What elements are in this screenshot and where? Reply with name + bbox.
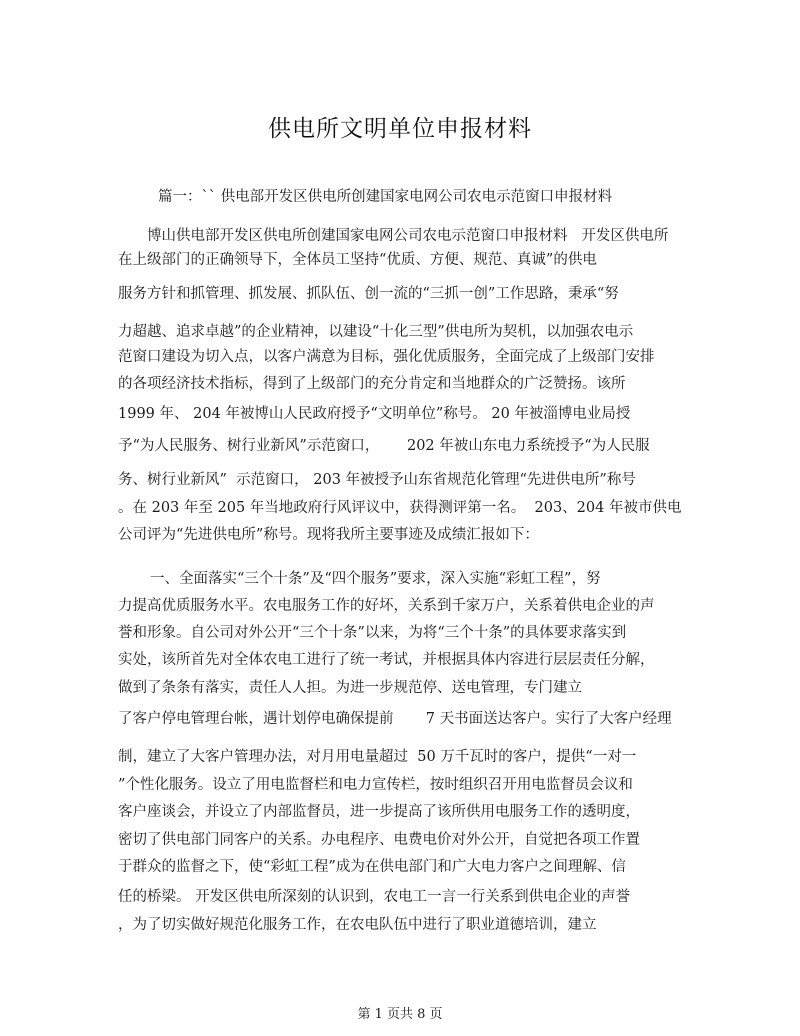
paragraph-line: 做到了条条有落实，责任人人担。为进一步规范停、送电管理，专门建立 [118, 680, 582, 696]
page-footer: 第 1 页共 8 页 [357, 1007, 443, 1022]
paragraph-line: 予“为人民服务、树行业新风”示范窗口， 202 年被山东电力系统授予“为人民服 [118, 438, 650, 454]
paragraph-line: 务、树行业新风” 示范窗口， 203 年被授予山东省规范化管理“先进供电所”称号 [118, 472, 636, 488]
subtitle: 篇一：`` 供电部开发区供电所创建国家电网公司农电示范窗口申报材料 [158, 189, 613, 205]
paragraph-line: 制，建立了大客户管理办法，对月用电量超过 50 万千瓦时的客户，提供“一对一 [118, 749, 637, 765]
paragraph-line: 实处，该所首先对全体农电工进行了统一考试，并根据具体内容进行层层责任分解， [118, 652, 655, 668]
paragraph-line: 1999 年、 204 年被博山人民政府授予“文明单位”称号。 20 年被淄博电业局授 [118, 406, 631, 422]
paragraph-line: 力提高优质服务水平。农电服务工作的好坏，关系到千家万户，关系着供电企业的声 [118, 598, 655, 614]
paragraph-line: ，为了切实做好规范化服务工作，在农电队伍中进行了职业道德培训，建立 [118, 917, 597, 933]
document-title: 供电所文明单位申报材料 [268, 116, 532, 142]
paragraph-line: 密切了供电部门同客户的关系。办电程序、电费电价对外公开，自觉把各项工作置 [118, 832, 640, 848]
paragraph-line: 客户座谈会，并设立了内部监督员，进一步提高了该所供用电服务工作的透明度， [118, 804, 640, 820]
paragraph-line: 了客户停电管理台帐，遇计划停电确保提前 7 天书面送达客户。实行了大客户经理 [118, 711, 672, 727]
paragraph-line: 的各项经济技术指标，得到了上级部门的充分肯定和当地群众的广泛赞扬。该所 [118, 376, 626, 392]
paragraph-line: 博山供电部开发区供电所创建国家电网公司农电示范窗口申报材料 开发区供电所 [147, 228, 669, 244]
paragraph-line: 在上级部门的正确领导下，全体员工坚持“优质、方便、规范、真诚”的供电 [118, 252, 597, 268]
paragraph-line: 任的桥梁。 开发区供电所深刻的认识到，农电工一言一行关系到供电企业的声誉 [118, 889, 631, 905]
paragraph-line: 。在 203 年至 205 年当地政府行风评议中，获得测评第一名。 203、204 年被市供电 [118, 500, 682, 516]
paragraph-line: ”个性化服务。设立了用电监督栏和电力宣传栏，按时组织召开用电监督员会议和 [118, 777, 633, 793]
paragraph-line: 公司评为“先进供电所”称号。现将我所主要事迹及成绩汇报如下： [118, 527, 539, 543]
paragraph-line: 范窗口建设为切入点，以客户满意为目标，强化优质服务，全面完成了上级部门安排 [118, 349, 655, 365]
paragraph-line: 誉和形象。自公司对外公开“三个十条”以来，为将“三个十条”的具体要求落实到 [118, 625, 627, 641]
paragraph-line: 力超越、追求卓越”的企业精神，以建设“十化三型”供电所为契机，以加强农电示 [118, 324, 634, 340]
paragraph-line: 服务方针和抓管理、抓发展、抓队伍、创一流的“三抓一创”工作思路，秉承“努 [118, 286, 619, 302]
paragraph-line: 于群众的监督之下，使“彩虹工程”成为在供电部门和广大电力客户之间理解、信 [118, 859, 626, 875]
paragraph-line: 一、全面落实“三个十条”及“四个服务”要求，深入实施“彩虹工程”，努 [150, 571, 601, 587]
